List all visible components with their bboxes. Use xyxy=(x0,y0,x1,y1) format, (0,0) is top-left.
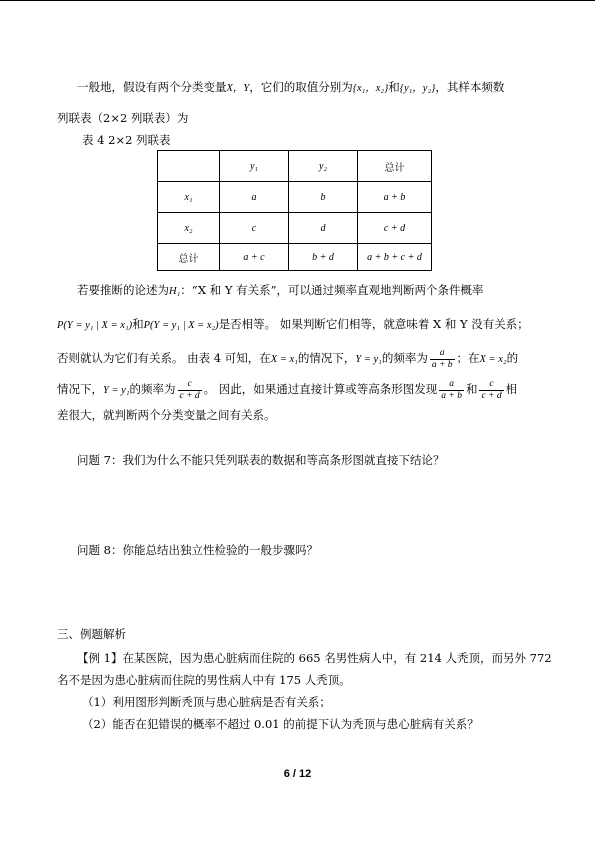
para-text: 情况下， xyxy=(57,382,103,396)
fraction-c-over-c-plus-d xyxy=(479,379,503,402)
para-text: 和 xyxy=(465,382,478,396)
intro-text-b: ，它们的取值分别为 xyxy=(249,80,353,94)
contingency-table xyxy=(157,150,432,271)
page-top-rule xyxy=(0,0,595,1)
example-part-1: （1）利用图形判断秃顶与患心脏病是否有关系； xyxy=(82,695,331,709)
fraction-numerator: c xyxy=(479,379,503,391)
table-header-y1: y₁ xyxy=(220,151,289,182)
example-line-2: 名不是因为患心脏病而住院的男性病人中有 175 人秃顶。 xyxy=(57,673,351,687)
para-text: 的 xyxy=(506,351,519,365)
para-line-4 xyxy=(57,376,517,402)
fraction-denominator: a + b xyxy=(431,359,453,370)
para-text: 的频率为 xyxy=(381,351,428,365)
para-text: 否则就认为它们有关系。 由表 4 可知，在 xyxy=(57,351,271,365)
section-heading: 三、例题解析 xyxy=(57,627,126,641)
para-text: 若要推断的论述为 xyxy=(77,283,169,297)
para-line-2 xyxy=(57,317,529,333)
intro-vars: X，Y xyxy=(226,83,250,94)
table-header-total: 总计 xyxy=(358,151,432,182)
table-row xyxy=(158,213,432,244)
para-text: 的情况下， xyxy=(297,351,356,365)
table-cell xyxy=(158,151,220,182)
question-7: 问题 7：我们为什么不能只凭列联表的数据和等高条形图就直接下结论？ xyxy=(77,453,445,467)
para-text: 相 xyxy=(505,382,518,396)
para-line-1 xyxy=(77,283,484,299)
fraction-a-over-a-plus-b xyxy=(439,379,464,402)
question-8: 问题 8：你能总结出独立性检验的一般步骤吗？ xyxy=(77,543,318,557)
example-line-1: 【例 1】在某医院，因为患心脏病而住院的 665 名男性病人中，有 214 人秃顶，而另外 772 xyxy=(77,651,552,665)
para-text: 是否相等。 如果判断它们相等，就意味着 X 和 Y 没有关系； xyxy=(218,317,529,331)
para-text: 。 因此，如果通过直接计算或等高条形图发现 xyxy=(203,382,438,396)
intro-set-x: {x₁，x₂} xyxy=(352,83,389,94)
fraction-c-over-c-plus-d xyxy=(178,379,202,402)
para-text: ；在 xyxy=(456,351,480,365)
intro-set-y: {y₁，y₂} xyxy=(399,83,436,94)
intro-line-1 xyxy=(77,80,504,96)
page-number: 6 / 12 xyxy=(283,768,312,780)
intro-line-2: 列联表（2×2 列联表）为 xyxy=(57,111,189,125)
fraction-numerator: a xyxy=(430,348,455,360)
table-cell: b xyxy=(289,182,358,213)
fraction-denominator: c + d xyxy=(179,390,200,401)
conditional-prob-1: P(Y = y₁ | X = x₁) xyxy=(57,320,133,331)
hypothesis-h1: H₁ xyxy=(169,286,181,297)
fraction-numerator: c xyxy=(178,379,202,391)
fraction-denominator: a + b xyxy=(441,390,462,401)
math-expr: Y = y₁ xyxy=(103,385,130,396)
para-line-5: 差很大，就判断两个分类变量之间有关系。 xyxy=(57,408,276,422)
fraction-numerator: a xyxy=(439,379,464,391)
table-cell: a + b + c + d xyxy=(358,244,432,271)
table-cell: a + c xyxy=(220,244,289,271)
table-cell: b + d xyxy=(289,244,358,271)
table-row xyxy=(158,244,432,271)
fraction-denominator: c + d xyxy=(481,390,502,401)
table-cell: c + d xyxy=(358,213,432,244)
table-header-row xyxy=(158,151,432,182)
para-text: 和 xyxy=(132,317,144,331)
intro-text-c: ，其样本频数 xyxy=(435,80,505,94)
table-row-label: 总计 xyxy=(158,244,220,271)
table-caption: 表 4 2×2 列联表 xyxy=(82,133,171,147)
fraction-a-over-a-plus-b xyxy=(430,348,455,371)
math-expr: X = x₁ xyxy=(270,354,298,365)
intro-text-a: 一般地，假设有两个分类变量 xyxy=(77,80,227,94)
intro-and: 和 xyxy=(388,80,400,94)
table-row-label: x₂ xyxy=(158,213,220,244)
para-text: 的频率为 xyxy=(129,382,176,396)
para-text: ：“X 和 Y 有关系”，可以通过频率直观地判断两个条件概率 xyxy=(180,283,484,297)
table-cell: a xyxy=(220,182,289,213)
math-expr: X = x₂ xyxy=(479,354,507,365)
para-line-3 xyxy=(57,345,518,371)
conditional-prob-2: P(Y = y₁ | X = x₂) xyxy=(143,320,219,331)
table-row xyxy=(158,182,432,213)
example-part-2: （2）能否在犯错误的概率不超过 0.01 的前提下认为秃顶与患心脏病有关系？ xyxy=(82,717,479,731)
table-cell: d xyxy=(289,213,358,244)
table-header-y2: y₂ xyxy=(289,151,358,182)
table-cell: a + b xyxy=(358,182,432,213)
table-cell: c xyxy=(220,213,289,244)
math-expr: Y = y₁ xyxy=(355,354,382,365)
table-row-label: x₁ xyxy=(158,182,220,213)
